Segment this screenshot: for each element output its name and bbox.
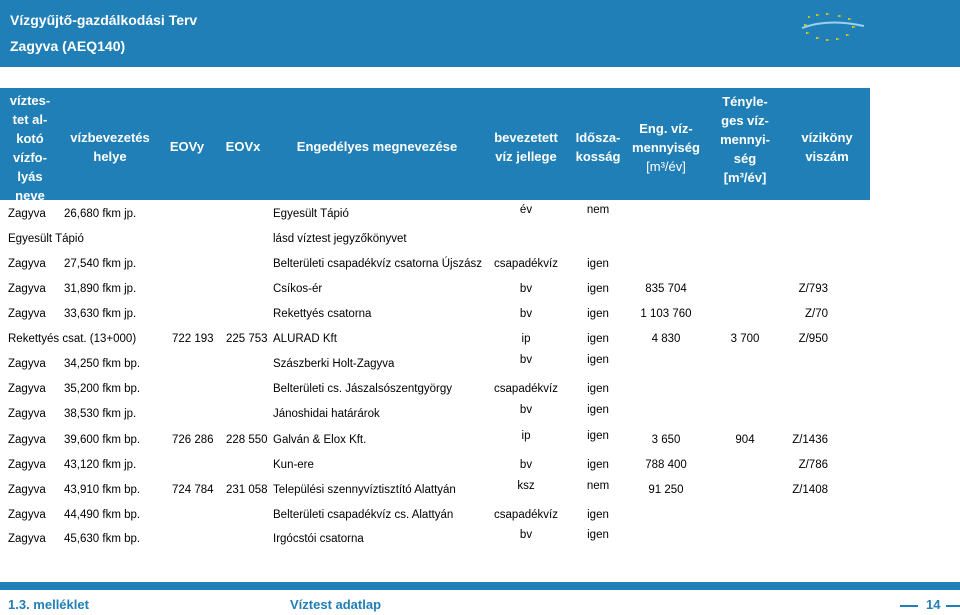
table-cell-c5: Jánoshidai határárok [273, 408, 380, 420]
table-cell-c2: 39,600 fkm bp. [64, 434, 141, 446]
table-cell-c7: igen [587, 308, 609, 320]
header-discharge-location: vízbevezetés helye [70, 130, 150, 164]
table-cell-c2: 35,200 fkm bp. [64, 383, 141, 395]
footer-dash [946, 605, 960, 607]
table-cell-c1: Egyesült Tápió [8, 233, 84, 245]
table-cell-c6: bv [519, 404, 533, 416]
table-cell-c5: Települési szennyvíztisztító Alattyán [273, 484, 456, 496]
table-cell-c5: Rekettyés csatorna [273, 308, 372, 320]
table-cell-c2: 31,890 fkm jp. [64, 283, 137, 295]
table-cell-c2: 45,630 fkm bp. [64, 533, 141, 545]
table-cell-c7: igen [587, 404, 609, 416]
table-cell-c8: 3 650 [651, 434, 681, 446]
table-cell-c8: 788 400 [645, 459, 687, 471]
table-cell-c3: 726 286 [172, 434, 214, 446]
table-cell-c7: igen [587, 383, 609, 395]
table-cell-c2: 26,680 fkm jp. [64, 208, 137, 220]
table-cell-c2: 34,250 fkm bp. [64, 358, 141, 370]
table-cell-c10: Z/1436 [792, 434, 828, 446]
table-cell-c1: Rekettyés csat. (13+000) [8, 333, 137, 345]
header-receiving-water: víztes- tet al- kotó vízfo- lyás neve [9, 93, 51, 203]
table-cell-c10: Z/786 [798, 459, 828, 471]
table-cell-c2: 43,120 fkm jp. [64, 459, 137, 471]
header-permitted-quantity: Eng. víz- mennyiség [m³/év] [632, 121, 700, 174]
table-cell-c6: ip [521, 333, 531, 345]
table-cell-c1: Zagyva [8, 383, 46, 395]
table-cell-c3: 722 193 [172, 333, 214, 345]
table-cell-c1: Zagyva [8, 533, 46, 545]
table-cell-c5: Belterületi csapadékvíz csatorna Újszász [273, 258, 483, 270]
page-number: 14 [926, 597, 941, 612]
eu-flag-icon [798, 8, 868, 44]
table-cell-c2: 43,910 fkm bp. [64, 484, 141, 496]
table-cell-c8: 835 704 [645, 283, 687, 295]
table-cell-c2: 38,530 fkm jp. [64, 408, 137, 420]
footer-appendix-label: 1.3. melléklet [8, 597, 89, 612]
footer-document-name: Víztest adatlap [290, 597, 382, 612]
table-cell-c7: igen [587, 354, 609, 366]
table-cell-c7: igen [587, 509, 609, 521]
table-cell-c5: lásd víztest jegyzőkönyvet [273, 233, 407, 245]
table-cell-c5: Szászberki Holt-Zagyva [273, 358, 395, 370]
table-cell-c6: év [519, 204, 533, 216]
table-cell-c1: Zagyva [8, 308, 46, 320]
table-cell-c5: Galván & Elox Kft. [273, 434, 367, 446]
table-cell-c9: 904 [735, 434, 755, 446]
table-cell-c6: ip [521, 430, 531, 442]
table-cell-c6: csapadékvíz [494, 383, 558, 395]
table-header [0, 88, 870, 203]
table-cell-c1: Zagyva [8, 208, 46, 220]
table-cell-c1: Zagyva [8, 434, 46, 446]
table-cell-c1: Zagyva [8, 459, 46, 471]
footer-dash [900, 605, 918, 607]
table-cell-c8: 1 103 760 [640, 308, 692, 320]
table-cell-c1: Zagyva [8, 283, 46, 295]
table-cell-c10: Z/950 [798, 333, 828, 345]
table-cell-c5: Egyesült Tápió [273, 208, 349, 220]
table-cell-c7: nem [586, 204, 610, 216]
table-cell-c6: csapadékvíz [494, 258, 558, 270]
document-subtitle: Zagyva (AEQ140) [10, 38, 126, 54]
table-cell-c6: bv [519, 459, 533, 471]
table-cell-c9: 3 700 [730, 333, 760, 345]
table-cell-c5: Belterületi csapadékvíz cs. Alattyán [273, 509, 454, 521]
table-cell-c3: 724 784 [172, 484, 214, 496]
table-cell-c5: ALURAD Kft [273, 333, 337, 345]
header-permit-holder: Engedélyes megnevezése [296, 139, 458, 154]
header-banner [0, 0, 960, 67]
table-cell-c6: bv [519, 283, 533, 295]
table-cell-c5: Kun-ere [273, 459, 314, 471]
table-cell-c1: Zagyva [8, 408, 46, 420]
table-cell-c10: Z/793 [798, 283, 828, 295]
table-cell-c8: 91 250 [648, 484, 684, 496]
table-cell-c7: nem [586, 480, 610, 492]
header-actual-quantity: Tényle- ges víz- mennyi- ség [m³/év] [720, 94, 770, 185]
header-water-type: bevezetett víz jellege [494, 130, 558, 164]
table-cell-c2: 27,540 fkm jp. [64, 258, 137, 270]
table-cell-c4: 225 753 [226, 333, 268, 345]
document-title: Vízgyűjtő-gazdálkodási Terv [10, 12, 198, 28]
table-cell-c7: igen [587, 459, 609, 471]
table-cell-c6: bv [519, 529, 533, 541]
table-cell-c7: igen [587, 283, 609, 295]
table-cell-c4: 231 058 [226, 484, 268, 496]
table-cell-c5: Belterületi cs. Jászalsószentgyörgy [273, 383, 452, 395]
table-cell-c1: Zagyva [8, 509, 46, 521]
table-cell-c7: igen [587, 333, 609, 345]
table-cell-c1: Zagyva [8, 484, 46, 496]
table-cell-c6: bv [519, 308, 533, 320]
table-cell-c7: igen [587, 529, 609, 541]
table-cell-c5: Csíkos-ér [273, 283, 323, 295]
header-water-book-number: víziköny viszám [801, 130, 853, 164]
table-cell-c7: igen [587, 430, 609, 442]
table-cell-c10: Z/1408 [792, 484, 828, 496]
table-cell-c2: 44,490 fkm bp. [64, 509, 141, 521]
table-cell-c6: csapadékvíz [494, 509, 558, 521]
table-cell-c1: Zagyva [8, 258, 46, 270]
table-cell-c10: Z/70 [804, 308, 828, 320]
header-eovx: EOVx [225, 139, 261, 154]
table-cell-c4: 228 550 [226, 434, 268, 446]
table-cell-c2: 33,630 fkm jp. [64, 308, 137, 320]
header-eovy: EOVy [169, 139, 205, 154]
footer-bar [0, 582, 960, 590]
table-cell-c7: igen [587, 258, 609, 270]
table-cell-c6: ksz [517, 480, 535, 492]
table-cell-c8: 4 830 [651, 333, 681, 345]
header-periodicity: Idősza- kosság [575, 130, 621, 164]
table-cell-c1: Zagyva [8, 358, 46, 370]
table-cell-c5: Irgócstói csatorna [273, 533, 364, 545]
table-cell-c6: bv [519, 354, 533, 366]
